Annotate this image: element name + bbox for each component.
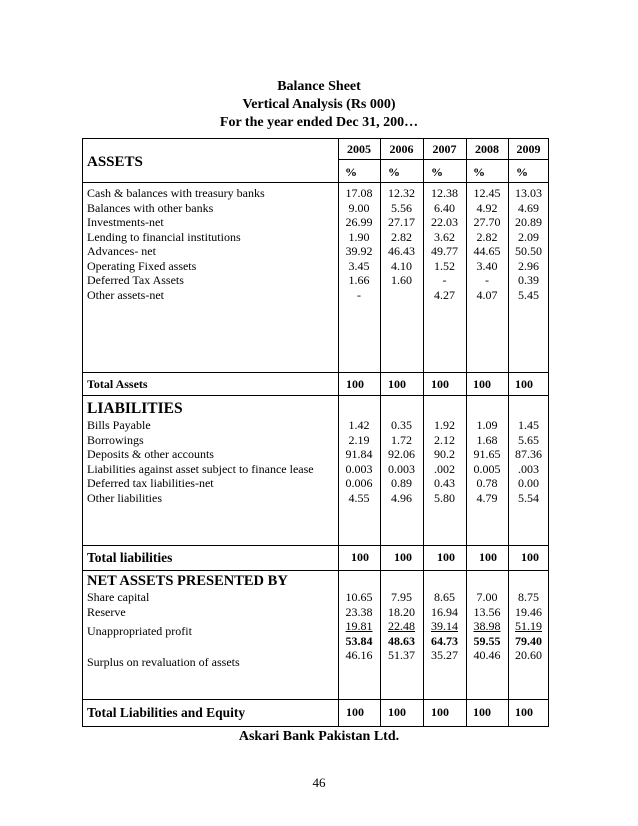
value-cell: 0.35 (391, 418, 412, 432)
value-cell: 19.81 (345, 619, 373, 633)
value-cell: 20.60 (515, 648, 542, 662)
value-cell: 27.17 (388, 215, 415, 229)
assets-values-2008 (466, 186, 508, 302)
assets-values-2005 (338, 186, 380, 302)
value-cell: 87.36 (515, 447, 542, 461)
value-cell: 18.20 (388, 604, 415, 619)
value-cell: 2.82 (476, 229, 498, 244)
value-cell: 5.45 (518, 287, 539, 302)
value-cell: 16.94 (431, 604, 458, 619)
value-cell: 1.68 (476, 432, 498, 447)
subtitle: Vertical Analysis (Rs 000) (242, 97, 396, 112)
value-cell: 4.96 (391, 490, 412, 505)
total-value: 100 (388, 377, 406, 391)
value-cell: 1.90 (348, 229, 370, 244)
list-item: Share capital (87, 590, 150, 604)
value-cell: 5.65 (518, 432, 539, 447)
value-cell: 0.43 (434, 476, 455, 490)
assets-values-2009 (508, 186, 549, 302)
net-assets-values-2008 (466, 590, 508, 663)
value-cell: 13.56 (473, 604, 501, 619)
value-cell: 2.82 (391, 229, 412, 244)
row-divider (82, 182, 549, 183)
value-cell: 1.72 (391, 432, 412, 447)
net-assets-item-labels (87, 590, 240, 669)
value-cell: - (357, 287, 361, 302)
value-cell: 50.50 (515, 244, 542, 258)
total-assets-label: Total Assets (87, 377, 148, 391)
value-cell: 27.70 (473, 215, 501, 229)
total-value: 100 (473, 377, 491, 391)
value-cell: 13.03 (515, 186, 542, 200)
list-item: Deferred Tax Assets (87, 273, 184, 287)
list-item: Liabilities against asset subject to finance lease (87, 461, 314, 476)
value-cell: 1.60 (391, 273, 412, 287)
value-cell: 6.40 (434, 200, 455, 215)
net-assets-heading: NET ASSETS PRESENTED BY (87, 573, 288, 589)
value-cell: 10.65 (345, 590, 373, 604)
liabilities-values-2007 (423, 418, 466, 505)
value-cell: 7.95 (391, 590, 412, 604)
list-item: Unappropriated profit (87, 624, 192, 638)
value-cell: 90.2 (434, 447, 455, 461)
value-cell: 0.39 (518, 273, 539, 287)
total-value: 100 (388, 705, 406, 719)
total-liabilities-equity-label: Total Liabilities and Equity (87, 705, 246, 720)
total-value: 100 (521, 550, 539, 564)
row-divider (82, 545, 549, 546)
value-cell: 49.77 (431, 244, 458, 258)
value-cell: 22.48 (388, 619, 415, 633)
value-cell: 39.14 (431, 619, 458, 633)
value-cell: 5.54 (518, 490, 539, 505)
net-assets-values-2009 (508, 590, 549, 663)
net-assets-values-2005 (338, 590, 380, 663)
total-value: 100 (346, 705, 364, 719)
value-cell: 91.65 (473, 447, 501, 461)
row-divider (82, 372, 549, 373)
period: For the year ended Dec 31, 200… (219, 115, 419, 130)
year-header: 2008 (475, 142, 499, 156)
list-item: Bills Payable (87, 418, 151, 432)
list-item: Balances with other banks (87, 200, 214, 215)
value-cell: 7.00 (476, 590, 498, 604)
year-header: 2007 (432, 142, 457, 156)
list-item: Investments-net (87, 215, 164, 229)
value-cell: 8.65 (434, 590, 455, 604)
list-item: Borrowings (87, 432, 144, 447)
value-cell: 9.00 (348, 200, 370, 215)
total-value: 100 (346, 377, 364, 391)
value-cell: 44.65 (473, 244, 501, 258)
value-cell: 2.96 (518, 258, 539, 273)
total-value: 100 (473, 705, 491, 719)
list-item: Other assets-net (87, 287, 164, 302)
percent-header: % (345, 165, 357, 179)
value-cell: 91.84 (345, 447, 373, 461)
value-cell: 12.45 (473, 186, 501, 200)
assets-values-2007 (423, 186, 466, 302)
value-cell: 2.12 (434, 432, 455, 447)
value-cell: 1.92 (434, 418, 455, 432)
value-cell: 3.45 (348, 258, 370, 273)
value-cell: 1.52 (434, 258, 455, 273)
list-item: Deferred tax liabilities-net (87, 476, 214, 490)
value-cell: 40.46 (473, 648, 501, 662)
net-assets-values-2007 (423, 590, 466, 663)
value-cell: .002 (434, 461, 455, 476)
total-value: 100 (431, 705, 449, 719)
value-cell: 53.84 (345, 633, 373, 648)
value-cell: 22.03 (431, 215, 458, 229)
value-cell: 3.62 (434, 229, 455, 244)
total-value: 100 (351, 550, 369, 564)
list-item: Surplus on revaluation of assets (87, 654, 240, 669)
value-cell: 0.003 (345, 461, 373, 476)
value-cell: 12.32 (388, 186, 415, 200)
value-cell: 0.003 (388, 461, 415, 476)
value-cell: 4.69 (518, 200, 539, 215)
net-assets-values-2006 (380, 590, 423, 663)
liabilities-values-2009 (508, 418, 549, 505)
liabilities-values-2008 (466, 418, 508, 505)
value-cell: 46.16 (345, 648, 373, 662)
list-item: Cash & balances with treasury banks (87, 186, 265, 200)
value-cell: 1.66 (348, 273, 370, 287)
total-value: 100 (437, 550, 455, 564)
year-header: 2005 (347, 142, 371, 156)
row-divider (338, 159, 549, 160)
list-item: Operating Fixed assets (87, 258, 197, 273)
value-cell: 0.006 (345, 476, 373, 490)
total-value: 100 (479, 550, 497, 564)
value-cell: 2.09 (518, 229, 539, 244)
list-item: Other liabilities (87, 490, 162, 505)
assets-heading: ASSETS (87, 154, 143, 170)
percent-header: % (516, 165, 528, 179)
value-cell: 51.37 (388, 648, 415, 662)
percent-header: % (473, 165, 485, 179)
value-cell: 38.98 (473, 619, 501, 633)
value-cell: 12.38 (431, 186, 458, 200)
value-cell: 92.06 (388, 447, 415, 461)
total-value: 100 (515, 705, 533, 719)
value-cell: 5.56 (391, 200, 412, 215)
value-cell: 0.005 (473, 461, 501, 476)
total-value: 100 (394, 550, 412, 564)
value-cell: 4.55 (348, 490, 370, 505)
list-item: Deposits & other accounts (87, 447, 214, 461)
assets-values-2006 (380, 186, 423, 302)
list-item: Advances- net (87, 244, 156, 258)
value-cell: 8.75 (518, 590, 539, 604)
value-cell: 1.42 (348, 418, 370, 432)
value-cell: 17.08 (345, 186, 373, 200)
liabilities-item-labels (87, 418, 314, 505)
value-cell: 2.19 (348, 432, 370, 447)
value-cell: 0.00 (518, 476, 539, 490)
percent-header: % (431, 165, 443, 179)
value-cell: 1.09 (476, 418, 498, 432)
value-cell: 0.89 (391, 476, 412, 490)
liabilities-heading: LIABILITIES (87, 400, 183, 417)
total-value: 100 (515, 377, 533, 391)
row-divider (82, 395, 549, 396)
percent-header: % (388, 165, 400, 179)
value-cell: - (485, 273, 489, 287)
year-header: 2006 (389, 142, 414, 156)
year-header: 2009 (516, 142, 541, 156)
page-number: 46 (312, 775, 326, 790)
value-cell: 4.79 (476, 490, 498, 505)
value-cell: 19.46 (515, 604, 542, 619)
row-divider (82, 570, 549, 571)
value-cell: 0.78 (476, 476, 498, 490)
value-cell: 79.40 (515, 633, 542, 648)
value-cell: 4.07 (476, 287, 498, 302)
liabilities-values-2005 (338, 418, 380, 505)
list-item: Reserve (87, 604, 126, 619)
total-value: 100 (431, 377, 449, 391)
value-cell: 48.63 (388, 633, 415, 648)
value-cell: 46.43 (388, 244, 415, 258)
bank-name: Askari Bank Pakistan Ltd. (238, 729, 400, 744)
value-cell: 64.73 (431, 633, 458, 648)
value-cell: - (442, 273, 447, 287)
value-cell: 4.92 (476, 200, 498, 215)
value-cell: 39.92 (345, 244, 373, 258)
value-cell (380, 288, 423, 303)
value-cell: 59.55 (473, 633, 501, 648)
value-cell: 23.38 (345, 604, 373, 619)
value-cell: 26.99 (345, 215, 373, 229)
value-cell: 51.19 (515, 619, 542, 633)
list-item: Lending to financial institutions (87, 229, 241, 244)
value-cell: 5.80 (434, 490, 455, 505)
value-cell: 1.45 (518, 418, 539, 432)
value-cell: 3.40 (476, 258, 498, 273)
value-cell: .003 (518, 461, 539, 476)
value-cell: 4.27 (434, 287, 455, 302)
value-cell: 4.10 (391, 258, 412, 273)
liabilities-values-2006 (380, 418, 423, 505)
total-liabilities-label: Total liabilities (87, 550, 173, 565)
title: Balance Sheet (277, 79, 361, 94)
value-cell: 20.89 (515, 215, 542, 229)
value-cell: 35.27 (431, 648, 458, 662)
row-divider (82, 699, 549, 700)
assets-item-labels (87, 186, 265, 302)
